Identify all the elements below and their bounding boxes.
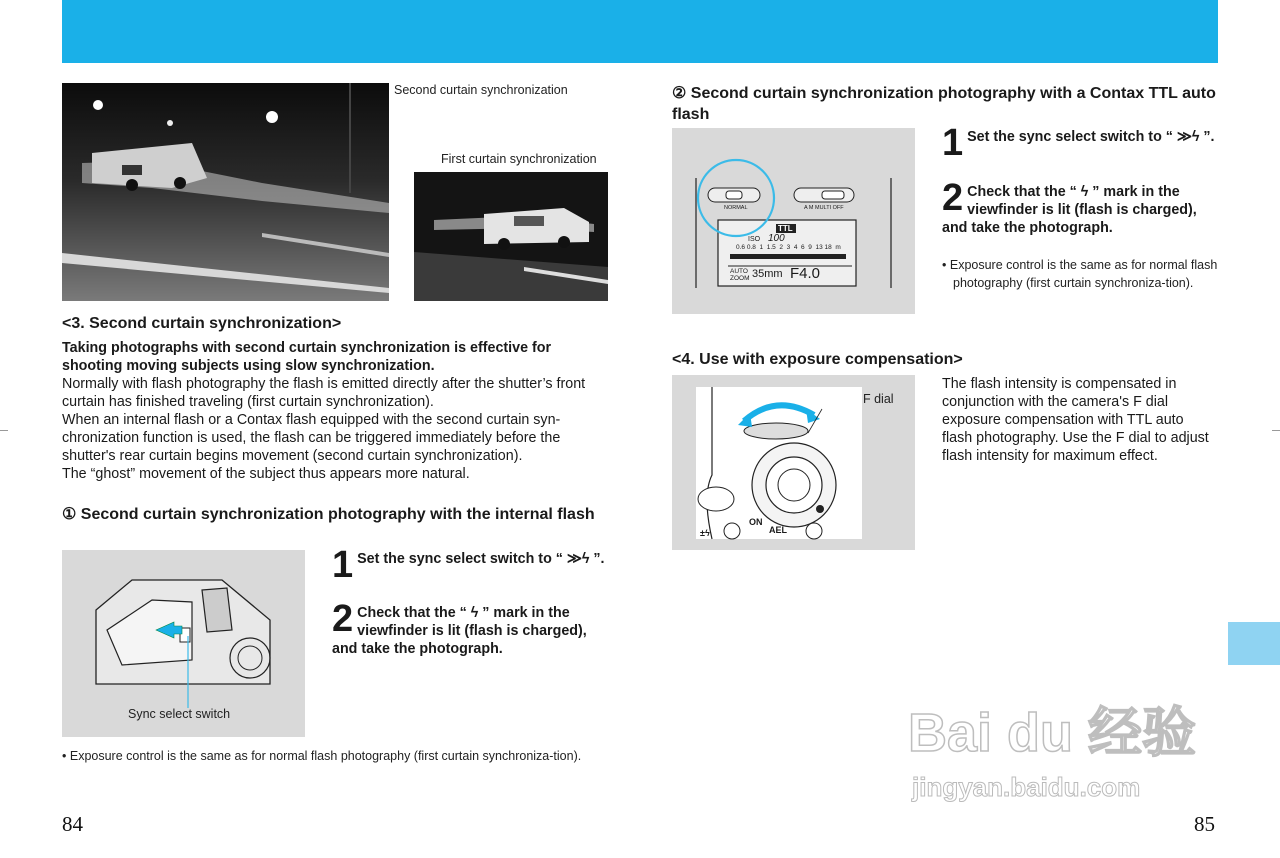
- subsection1-title: ① Second curtain synchronization photography with the internal flash: [62, 506, 595, 523]
- f-dial-illustration-box: [672, 375, 915, 550]
- lcd-ttl: TTL: [778, 224, 793, 233]
- section3-p2: When an internal flash or a Contax flash equipped with the second curtain syn-chronization function is used, the flash can be triggered immediately before the shutter's rear curtain begins movement (second curtain synchronization).: [62, 412, 561, 464]
- lcd-normal-label: NORMAL: [724, 205, 748, 211]
- lcd-iso-value: 100: [768, 233, 785, 244]
- camera-top-illustration: [62, 550, 305, 710]
- right-bullet-text: Exposure control is the same as for normal flash photography (first curtain synchroniza-tion).: [949, 258, 1218, 290]
- lcd-distance-scale: 0.6 0.8 1 1.5 2 3 4 6 9 13 18 m: [736, 244, 841, 251]
- right-bullet-note: • Exposure control is the same as for normal flash photography (first curtain synchroniza-tion).: [942, 258, 1218, 290]
- right-step-2: [942, 177, 1222, 237]
- lcd-zoom-value: 35mm: [752, 268, 783, 280]
- section3-p1: Normally with flash photography the flash is emitted directly after the shutter’s front curtain has finished traveling (first curtain synchronization).: [62, 376, 586, 410]
- section3-lead: Taking photographs with second curtain synchronization is effective for shooting moving subjects using slow synchronization.: [62, 340, 552, 374]
- page-number-right: 85: [1194, 812, 1215, 836]
- left-step-1: [332, 544, 612, 586]
- photo-first-curtain: [414, 172, 608, 301]
- left-step-2-number: 2: [332, 598, 354, 640]
- left-bullet-text: Exposure control is the same as for normal flash photography (first curtain synchroniza-tion).: [69, 749, 582, 763]
- right-step-1-number: 1: [942, 122, 964, 164]
- page-number-left: 84: [62, 812, 83, 836]
- section4-title: <4. Use with exposure compensation>: [672, 351, 963, 368]
- flash-lcd-illustration: [672, 128, 915, 314]
- section3-title: <3. Second curtain synchronization>: [62, 315, 342, 332]
- sync-select-switch-label: Sync select switch: [128, 707, 231, 721]
- left-step-1-text: Set the sync select switch to “ ≫ϟ ”.: [357, 551, 605, 567]
- lcd-iso-label: ISO: [748, 236, 761, 243]
- subsection2-title: ② Second curtain synchronization photography with a Contax TTL auto flash: [672, 85, 1216, 123]
- f-dial-label: F dial: [863, 392, 894, 406]
- night-car-photo-second: [62, 83, 389, 301]
- section3-p3: The “ghost” movement of the subject thus appears more natural.: [62, 466, 470, 482]
- caption-second-curtain: Second curtain synchronization: [394, 83, 568, 97]
- lcd-illustration-box: [672, 128, 915, 314]
- camera-illustration-box: [62, 550, 305, 737]
- baidu-watermark-logo: Bai du 经验: [908, 703, 1197, 763]
- right-step-1: [942, 122, 1222, 164]
- left-step-2: [332, 598, 612, 658]
- dial-ael-label: AEL: [769, 525, 787, 535]
- left-bullet-note: • Exposure control is the same as for normal flash photography (first curtain synchroniza-tion).: [62, 749, 582, 763]
- dial-on-label: ON: [749, 517, 763, 527]
- top-banner: [62, 0, 1218, 63]
- chapter-tab: [1228, 622, 1280, 665]
- lcd-aperture: F4.0: [790, 265, 821, 282]
- lcd-auto-zoom: AUTO ZOOM: [730, 268, 750, 282]
- right-step-2-text: Check that the “ ϟ ” mark in the viewfinder is lit (flash is charged), and take the photograph.: [942, 184, 1197, 236]
- lcd-mode-label: A M MULTI OFF: [804, 205, 844, 211]
- night-car-photo-first: [414, 172, 608, 301]
- crop-mark-right: [1272, 430, 1280, 431]
- crop-mark-left: [0, 430, 8, 431]
- right-step-2-number: 2: [942, 177, 964, 219]
- baidu-watermark-url: jingyan.baidu.com: [912, 772, 1141, 802]
- section3-body: [62, 339, 610, 483]
- left-step-1-number: 1: [332, 544, 354, 586]
- right-step-1-text: Set the sync select switch to “ ≫ϟ ”.: [967, 129, 1215, 145]
- photo-second-curtain: [62, 83, 389, 301]
- dial-exposure-comp-label: ±ϟ: [700, 528, 710, 538]
- caption-first-curtain: First curtain synchronization: [441, 152, 597, 166]
- left-step-2-text: Check that the “ ϟ ” mark in the viewfinder is lit (flash is charged), and take the photograph.: [332, 605, 587, 657]
- section4-text: The flash intensity is compensated in conjunction with the camera's F dial exposure compensation with TTL auto flash photography. Use the F dial to adjust flash intensity for maximum effect.: [942, 376, 1209, 464]
